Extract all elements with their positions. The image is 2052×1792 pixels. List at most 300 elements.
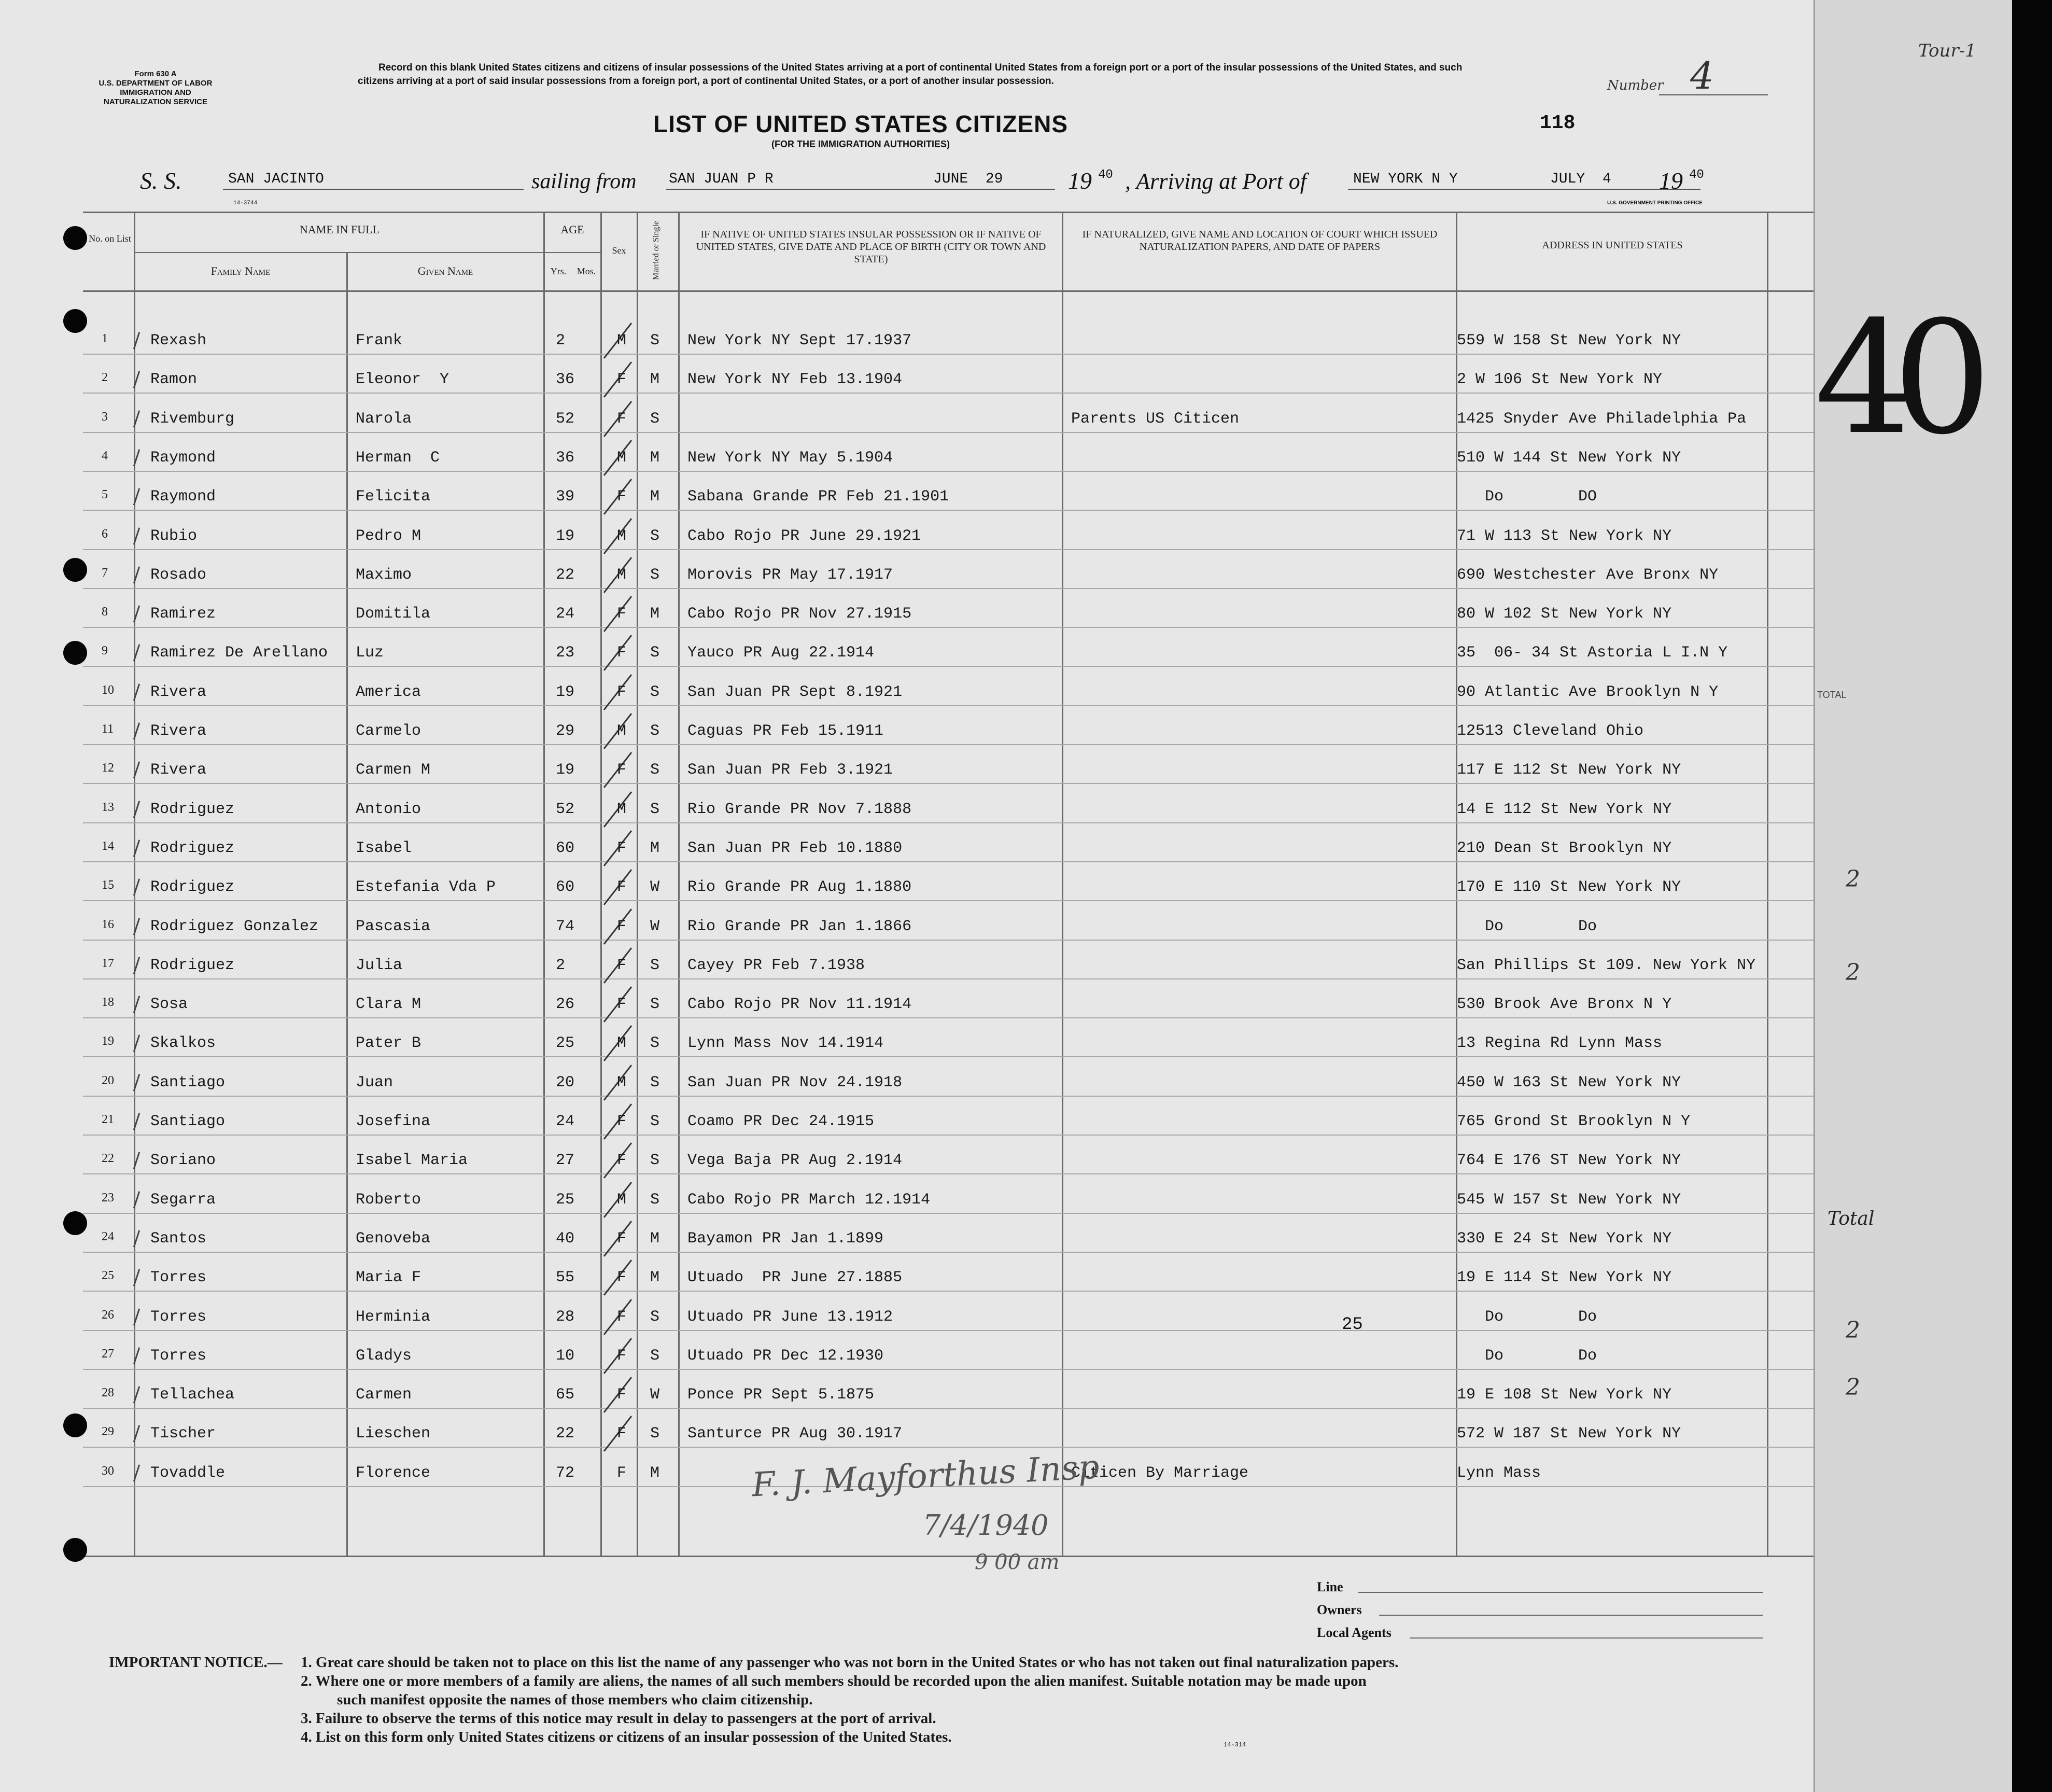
- sex: F: [617, 1229, 627, 1248]
- margin-tally-1: 2: [1846, 866, 1860, 892]
- marital-status: S: [650, 956, 660, 974]
- family-name: Tovaddle: [150, 1464, 226, 1482]
- form-instruction: Record on this blank United States citizens and citizens of insular possessions of the United States arriving at a port of continental United States from a foreign port or a port of the insular possessions of the United States, and such citizens arriving at a port of said insular possessions from a foreign port, a port of continental United States, or a port of another insular possession.: [358, 62, 1463, 87]
- family-name: Rodriguez: [150, 800, 235, 818]
- passenger-count: 25: [1342, 1315, 1363, 1335]
- given-name: Narola: [356, 410, 412, 428]
- row-rule: [83, 432, 1814, 433]
- birth-place-date: Rio Grande PR Nov 7.1888: [687, 800, 912, 818]
- check-mark: [133, 645, 140, 662]
- header-years: Yrs.: [550, 266, 567, 276]
- corner-note: Tour-1: [1918, 40, 1976, 61]
- table-header-rule: [83, 290, 1814, 292]
- check-mark: [133, 722, 140, 739]
- ship-name: SAN JACINTO: [228, 171, 324, 187]
- row-number: 9: [102, 644, 108, 658]
- birth-place-date: Rio Grande PR Aug 1.1880: [687, 878, 912, 897]
- check-mark: [133, 1113, 140, 1130]
- row-number: 12: [102, 761, 114, 775]
- check-mark: [133, 1191, 140, 1208]
- given-name: Florence: [356, 1464, 431, 1482]
- family-name: Santos: [150, 1229, 207, 1248]
- departure-year-prefix: 19: [1068, 167, 1092, 194]
- table-row: [0, 1376, 1814, 1415]
- birth-place-date: New York NY Sept 17.1937: [687, 332, 912, 349]
- birth-place-date: Utuado PR June 13.1912: [687, 1308, 893, 1326]
- us-address: 572 W 187 St New York NY: [1457, 1425, 1681, 1443]
- marital-status: M: [650, 839, 660, 857]
- row-number: 15: [102, 878, 114, 892]
- notice-3: 3. Failure to observe the terms of this notice may result in delay to passengers at the port of arrival.: [301, 1710, 936, 1727]
- age-years: 23: [556, 644, 575, 662]
- list-number: 118: [1540, 112, 1576, 134]
- row-number: 28: [102, 1386, 114, 1400]
- marital-status: S: [650, 566, 660, 584]
- age-years: 74: [556, 917, 575, 935]
- row-rule: [83, 783, 1814, 784]
- row-rule: [83, 393, 1814, 394]
- naturalization: Parents US Citicen: [1071, 410, 1240, 428]
- age-years: 25: [556, 1191, 575, 1209]
- birth-place-date: New York NY Feb 13.1904: [687, 371, 903, 389]
- birth-place-date: Santurce PR Aug 30.1917: [687, 1425, 903, 1443]
- birth-place-date: Vega Baja PR Aug 2.1914: [687, 1152, 903, 1170]
- age-years: 72: [556, 1464, 575, 1482]
- family-name: Soriano: [150, 1152, 216, 1170]
- us-address: 2 W 106 St New York NY: [1457, 371, 1663, 389]
- birth-place-date: Rio Grande PR Jan 1.1866: [687, 917, 912, 935]
- age-years: 39: [556, 488, 575, 506]
- row-number: 4: [102, 449, 108, 463]
- margin-tally-2: 2: [1846, 959, 1860, 986]
- given-name: Genoveba: [356, 1229, 431, 1248]
- given-name: Maximo: [356, 566, 412, 584]
- row-number: 7: [102, 566, 108, 580]
- marital-status: S: [650, 1425, 660, 1443]
- given-name: Antonio: [356, 800, 421, 818]
- row-rule: [83, 1173, 1814, 1174]
- sex: F: [617, 839, 627, 857]
- birth-place-date: San Juan PR Nov 24.1918: [687, 1073, 903, 1091]
- row-rule: [83, 1213, 1814, 1214]
- us-address: 14 E 112 St New York NY: [1457, 800, 1672, 818]
- sex: M: [617, 449, 627, 467]
- header-no-on-list: No. on List: [89, 233, 131, 244]
- marital-status: M: [650, 1229, 660, 1248]
- given-name: Estefania Vda P: [356, 878, 496, 897]
- family-name: Rivera: [150, 683, 207, 701]
- us-address: 170 E 110 St New York NY: [1457, 878, 1681, 897]
- sex: M: [617, 722, 627, 740]
- row-rule: [83, 900, 1814, 901]
- sex: F: [617, 1386, 627, 1404]
- us-address: 35 06- 34 St Astoria L I.N Y: [1457, 644, 1728, 662]
- family-name: Rosado: [150, 566, 207, 584]
- sex: M: [617, 800, 627, 818]
- line-label: Line: [1317, 1579, 1343, 1594]
- sex: F: [617, 917, 627, 935]
- local-agents-label: Local Agents: [1317, 1625, 1392, 1640]
- table-row: [0, 478, 1814, 517]
- us-address: 80 W 102 St New York NY: [1457, 605, 1672, 623]
- sex: F: [617, 488, 627, 506]
- age-years: 28: [556, 1308, 575, 1326]
- age-years: 52: [556, 410, 575, 428]
- check-mark: [133, 1230, 140, 1247]
- age-years: 36: [556, 449, 575, 467]
- table-row: [0, 1415, 1814, 1454]
- sex: F: [617, 1113, 627, 1130]
- given-name: Felicita: [356, 488, 431, 506]
- ss-label: S. S.: [140, 167, 182, 194]
- sex: M: [617, 1191, 627, 1209]
- family-name: Rodriguez Gonzalez: [150, 917, 319, 935]
- us-address: 13 Regina Rd Lynn Mass: [1457, 1034, 1663, 1053]
- header-naturalized: IF NATURALIZED, GIVE NAME AND LOCATION OF COURT WHICH ISSUED NATURALIZATION PAPERS, AND DATE OF PAPERS: [1082, 229, 1438, 253]
- age-years: 26: [556, 996, 575, 1014]
- table-row: [0, 907, 1814, 947]
- header-address: ADDRESS IN UNITED STATES: [1542, 240, 1683, 251]
- birth-place-date: Ponce PR Sept 5.1875: [687, 1386, 875, 1404]
- table-row: [0, 439, 1814, 478]
- row-number: 21: [102, 1113, 114, 1126]
- age-years: 19: [556, 761, 575, 779]
- given-name: Herman C: [356, 449, 440, 467]
- row-rule: [83, 861, 1814, 862]
- given-name: Gladys: [356, 1347, 412, 1365]
- us-address: San Phillips St 109. New York NY: [1457, 956, 1756, 974]
- table-row: [0, 946, 1814, 986]
- table-row: [0, 1258, 1814, 1298]
- birth-place-date: Cabo Rojo PR Nov 11.1914: [687, 996, 912, 1014]
- sex: F: [617, 1152, 627, 1170]
- header-months: Mos.: [577, 266, 596, 276]
- birth-place-date: San Juan PR Sept 8.1921: [687, 683, 903, 701]
- us-address: 510 W 144 St New York NY: [1457, 449, 1681, 467]
- sex: F: [617, 1308, 627, 1326]
- check-mark: [133, 1269, 140, 1286]
- marital-status: M: [650, 605, 660, 623]
- marital-status: S: [650, 722, 660, 740]
- table-row: [0, 790, 1814, 830]
- arriving-label: , Arriving at Port of: [1125, 169, 1306, 194]
- table-bottom-rule: [83, 1556, 1814, 1557]
- age-years: 29: [556, 722, 575, 740]
- notice-2-cont: such manifest opposite the names of those members who claim citizenship.: [337, 1691, 813, 1708]
- row-number: 17: [102, 956, 114, 970]
- family-name: Rodriguez: [150, 839, 235, 857]
- marital-status: S: [650, 410, 660, 428]
- notice-4: 4. List on this form only United States citizens or citizens of an insular possession of the United States.: [301, 1729, 952, 1745]
- given-name: Maria F: [356, 1269, 421, 1287]
- row-number: 6: [102, 527, 108, 541]
- check-mark: [133, 1152, 140, 1169]
- row-rule: [83, 549, 1814, 550]
- table-row: [0, 1220, 1814, 1259]
- ship-underline: [223, 189, 524, 190]
- us-address: 1425 Snyder Ave Philadelphia Pa: [1457, 410, 1747, 428]
- family-name: Ramon: [150, 371, 198, 389]
- given-name: Carmen M: [356, 761, 431, 779]
- row-rule: [83, 978, 1814, 979]
- check-mark: [133, 1464, 140, 1481]
- row-number: 19: [102, 1034, 114, 1048]
- family-name: Ramirez: [150, 605, 216, 623]
- table-row: [0, 1102, 1814, 1142]
- row-rule: [83, 705, 1814, 706]
- check-mark: [133, 1035, 140, 1052]
- us-address: 559 W 158 St New York NY: [1457, 332, 1681, 349]
- number-value: 4: [1690, 54, 1714, 97]
- family-name: Rivera: [150, 761, 207, 779]
- header-married-single: Married or Single: [652, 221, 660, 280]
- age-years: 10: [556, 1347, 575, 1365]
- age-years: 2: [556, 956, 566, 974]
- marital-status: M: [650, 449, 660, 467]
- arrival-date: JULY 4: [1550, 171, 1611, 187]
- arrival-year: 40: [1689, 168, 1704, 182]
- table-row: [0, 1298, 1814, 1337]
- sex: M: [617, 332, 627, 349]
- notice-title: IMPORTANT NOTICE.—: [109, 1654, 283, 1671]
- local-agents-underline: [1410, 1637, 1763, 1639]
- row-number: 24: [102, 1229, 114, 1243]
- naturalization: Citicen By Marriage: [1071, 1464, 1249, 1482]
- department-name: U.S. DEPARTMENT OF LABOR: [99, 79, 213, 88]
- margin-total-label: Total: [1828, 1208, 1875, 1229]
- sex: F: [617, 644, 627, 662]
- given-name: Roberto: [356, 1191, 421, 1209]
- row-number: 5: [102, 488, 108, 502]
- row-number: 18: [102, 996, 114, 1010]
- row-number: 13: [102, 800, 114, 814]
- row-rule: [83, 588, 1814, 589]
- large-page-number: 40: [1815, 288, 1971, 469]
- row-rule: [83, 1252, 1814, 1253]
- row-rule: [83, 354, 1814, 355]
- sex: F: [617, 1425, 627, 1443]
- age-years: 20: [556, 1073, 575, 1091]
- printer-code: 14-3744: [233, 200, 258, 206]
- marital-status: S: [650, 1152, 660, 1170]
- family-name: Santiago: [150, 1073, 226, 1091]
- family-name: Rivemburg: [150, 410, 235, 428]
- us-address: Do Do: [1457, 917, 1597, 935]
- given-name: Carmen: [356, 1386, 412, 1404]
- check-mark: [133, 1425, 140, 1443]
- header-age: AGE: [560, 223, 584, 236]
- birth-place-date: San Juan PR Feb 10.1880: [687, 839, 903, 857]
- number-label: Number: [1607, 78, 1664, 93]
- check-mark: [133, 488, 140, 506]
- birth-place-date: Sabana Grande PR Feb 21.1901: [687, 488, 949, 506]
- us-address: 19 E 114 St New York NY: [1457, 1269, 1672, 1287]
- check-mark: [133, 957, 140, 974]
- age-years: 55: [556, 1269, 575, 1287]
- row-number: 14: [102, 839, 114, 853]
- family-name: Rodriguez: [150, 878, 235, 897]
- sex: M: [617, 1034, 627, 1053]
- age-years: 25: [556, 1034, 575, 1053]
- given-name: Clara M: [356, 996, 421, 1014]
- family-name: Tellachea: [150, 1386, 235, 1404]
- sex: F: [617, 683, 627, 701]
- table-row: [0, 400, 1814, 439]
- table-row: [0, 595, 1814, 634]
- marital-status: W: [650, 917, 660, 935]
- sex: F: [617, 1269, 627, 1287]
- inspector-signature: F. J. Mayforthus Insp: [751, 1448, 1101, 1505]
- signature-date: 7/4/1940: [923, 1509, 1049, 1542]
- margin-tally-4: 2: [1846, 1374, 1860, 1401]
- sex: F: [617, 410, 627, 428]
- us-address: Do Do: [1457, 1347, 1597, 1365]
- arrival-underline: [1348, 189, 1700, 190]
- given-name: Isabel Maria: [356, 1152, 468, 1170]
- punch-hole: [63, 1538, 87, 1562]
- us-address: 330 E 24 St New York NY: [1457, 1229, 1672, 1248]
- age-years: 22: [556, 1425, 575, 1443]
- row-rule: [83, 822, 1814, 823]
- table-row: [0, 1337, 1814, 1376]
- row-number: 16: [102, 917, 114, 931]
- row-number: 25: [102, 1269, 114, 1283]
- departure-underline: [666, 189, 1055, 190]
- table-row: [0, 1024, 1814, 1063]
- sex: F: [617, 996, 627, 1014]
- given-name: Josefina: [356, 1113, 431, 1130]
- marital-status: S: [650, 332, 660, 349]
- row-rule: [83, 1369, 1814, 1370]
- family-name: Skalkos: [150, 1034, 216, 1053]
- table-top-rule: [83, 212, 1814, 213]
- margin-tally-3: 2: [1846, 1317, 1860, 1343]
- table-row: [0, 1063, 1814, 1103]
- row-number: 30: [102, 1464, 114, 1478]
- check-mark: [133, 566, 140, 583]
- sex: F: [617, 1464, 627, 1482]
- given-name: Isabel: [356, 839, 412, 857]
- sex: M: [617, 527, 627, 545]
- check-mark: [133, 1074, 140, 1091]
- family-name: Tischer: [150, 1425, 216, 1443]
- sex: F: [617, 605, 627, 623]
- bottom-code: 14-314: [1224, 1741, 1246, 1748]
- given-name: Herminia: [356, 1308, 431, 1326]
- family-name: Rubio: [150, 527, 198, 545]
- gpo-mark: U.S. GOVERNMENT PRINTING OFFICE: [1607, 200, 1703, 206]
- age-years: 24: [556, 1113, 575, 1130]
- row-number: 3: [102, 410, 108, 424]
- us-address: 210 Dean St Brooklyn NY: [1457, 839, 1672, 857]
- check-mark: [133, 762, 140, 779]
- arrival-port: NEW YORK N Y: [1353, 171, 1458, 187]
- given-name: America: [356, 683, 421, 701]
- departure-date: JUNE 29: [933, 171, 1003, 187]
- sex: F: [617, 371, 627, 389]
- sailing-from-label: sailing from: [531, 170, 637, 193]
- notice-2: 2. Where one or more members of a family are aliens, the names of all such members should be recorded upon the alien manifest. Suitable notation may be made upon: [301, 1673, 1367, 1689]
- family-name: Segarra: [150, 1191, 216, 1209]
- signature-time: 9 00 am: [975, 1550, 1060, 1574]
- row-number: 27: [102, 1347, 114, 1361]
- birth-place-date: Yauco PR Aug 22.1914: [687, 644, 875, 662]
- marital-status: S: [650, 527, 660, 545]
- check-mark: [133, 996, 140, 1013]
- service-name-2: NATURALIZATION SERVICE: [103, 97, 207, 106]
- row-rule: [83, 510, 1814, 511]
- birth-place-date: Morovis PR May 17.1917: [687, 566, 893, 584]
- us-address: Do Do: [1457, 1308, 1597, 1326]
- age-years: 19: [556, 683, 575, 701]
- row-number: 2: [102, 371, 108, 385]
- given-name: Julia: [356, 956, 403, 974]
- us-address: 19 E 108 St New York NY: [1457, 1386, 1672, 1404]
- family-name: Sosa: [150, 996, 188, 1014]
- row-number: 29: [102, 1425, 114, 1439]
- check-mark: [133, 918, 140, 935]
- table-row: [0, 712, 1814, 751]
- table-row: [0, 321, 1814, 361]
- sex: F: [617, 761, 627, 779]
- name-subheader-rule: [134, 252, 600, 253]
- check-mark: [133, 332, 140, 349]
- us-address: 12513 Cleveland Ohio: [1457, 722, 1644, 740]
- family-name: Rivera: [150, 722, 207, 740]
- row-rule: [83, 1447, 1814, 1448]
- marital-status: M: [650, 371, 660, 389]
- table-row: [0, 829, 1814, 869]
- notice-1: 1. Great care should be taken not to place on this list the name of any passenger who was not born in the United States or who has not taken out final naturalization papers.: [301, 1654, 1399, 1671]
- marital-status: S: [650, 800, 660, 818]
- form-issuer: [78, 69, 233, 107]
- line-underline: [1358, 1592, 1763, 1593]
- row-rule: [83, 1330, 1814, 1331]
- page-title: LIST OF UNITED STATES CITIZENS: [653, 110, 1069, 137]
- family-name: Torres: [150, 1347, 207, 1365]
- check-mark: [133, 449, 140, 466]
- given-name: Pater B: [356, 1034, 421, 1053]
- marital-status: W: [650, 878, 660, 897]
- header-given-name: Given Name: [417, 264, 473, 277]
- table-row: [0, 985, 1814, 1025]
- next-page-strip: [1814, 0, 2012, 1792]
- row-rule: [83, 1408, 1814, 1409]
- family-name: Ramirez De Arellano: [150, 644, 328, 662]
- birth-place-date: Coamo PR Dec 24.1915: [687, 1113, 875, 1130]
- marital-status: S: [650, 761, 660, 779]
- page-subtitle: (FOR THE IMMIGRATION AUTHORITIES): [771, 139, 950, 149]
- birth-place-date: Cabo Rojo PR Nov 27.1915: [687, 605, 912, 623]
- row-number: 26: [102, 1308, 114, 1322]
- check-mark: [133, 371, 140, 388]
- check-mark: [133, 527, 140, 544]
- birth-place-date: Cabo Rojo PR March 12.1914: [687, 1191, 931, 1209]
- sex: M: [617, 1073, 627, 1091]
- check-mark: [133, 605, 140, 622]
- age-years: 27: [556, 1152, 575, 1170]
- margin-total-small: TOTAL: [1817, 690, 1847, 700]
- check-mark: [133, 879, 140, 896]
- us-address: 530 Brook Ave Bronx N Y: [1457, 996, 1672, 1014]
- check-mark: [133, 683, 140, 701]
- us-address: Do DO: [1457, 488, 1597, 506]
- given-name: Lieschen: [356, 1425, 431, 1443]
- given-name: Carmelo: [356, 722, 421, 740]
- birth-place-date: Cayey PR Feb 7.1938: [687, 956, 865, 974]
- marital-status: S: [650, 1308, 660, 1326]
- birth-place-date: Caguas PR Feb 15.1911: [687, 722, 884, 740]
